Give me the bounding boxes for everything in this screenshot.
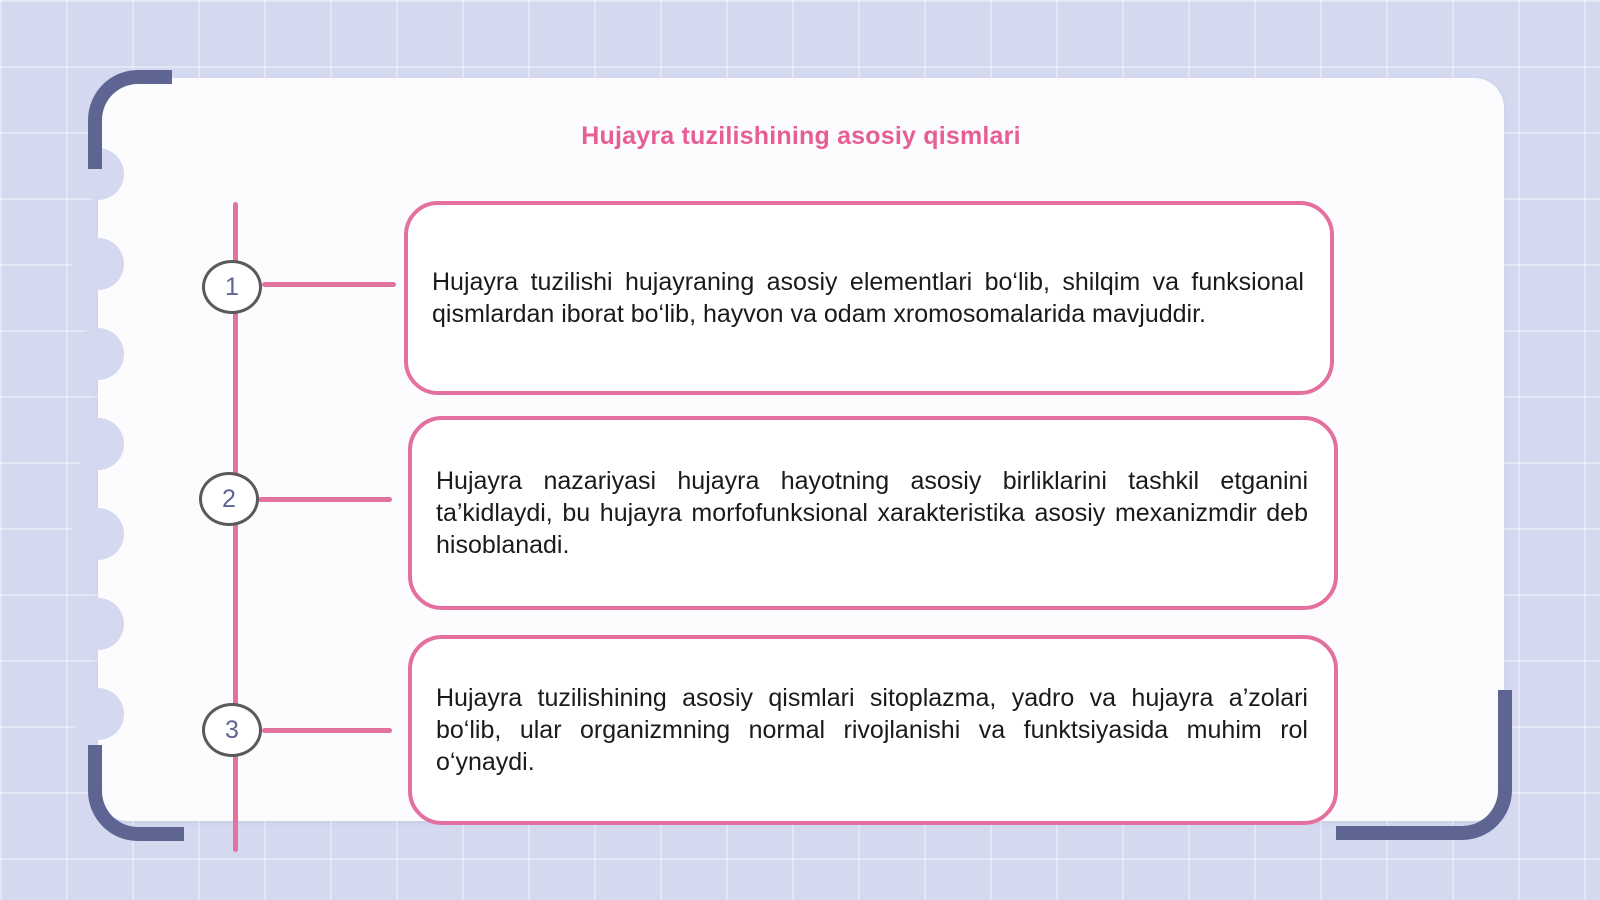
timeline-connector [262,282,396,287]
frame-corner-bottom-right [1336,690,1512,840]
text-box-2-content: Hujayra nazariyasi hujayra hayotning asosiy birliklarini tashkil etganini ta’kidlaydi, bu hujayra morfofunksional xarakteristika asosiy mexanizmdir deb hisoblanadi. [436,467,1308,559]
text-box-2 [408,416,1338,610]
text-box-3-content: Hujayra tuzilishining asosiy qismlari sitoplazma, yadro va hujayra a’zolari bo‘lib, ular organizmning normal rivojlanishi va funktsiyasida muhim rol o‘ynaydi. [436,684,1308,776]
page-notch [72,418,124,470]
slide-title: Hujayra tuzilishining asosiy qismlari [581,122,1021,150]
page-notch [72,508,124,560]
step-number-1: 1 [202,260,262,314]
frame-corner-bottom-left [88,745,184,841]
step-number-2: 2 [199,472,259,526]
page-notch [72,328,124,380]
page-notch [72,598,124,650]
timeline-connector [258,497,392,502]
step-number-3: 3 [202,703,262,757]
text-box-1-content: Hujayra tuzilishi hujayraning asosiy elementlari bo‘lib, shilqim va funksional qismlardan iborat bo‘lib, hayvon va odam xromosomalarida mavjuddir. [432,268,1304,328]
frame-corner-top-left [88,70,172,169]
page-notch [72,688,124,740]
text-box-1 [404,201,1334,395]
timeline-connector [262,728,392,733]
page-notch [72,238,124,290]
text-box-3 [408,635,1338,825]
